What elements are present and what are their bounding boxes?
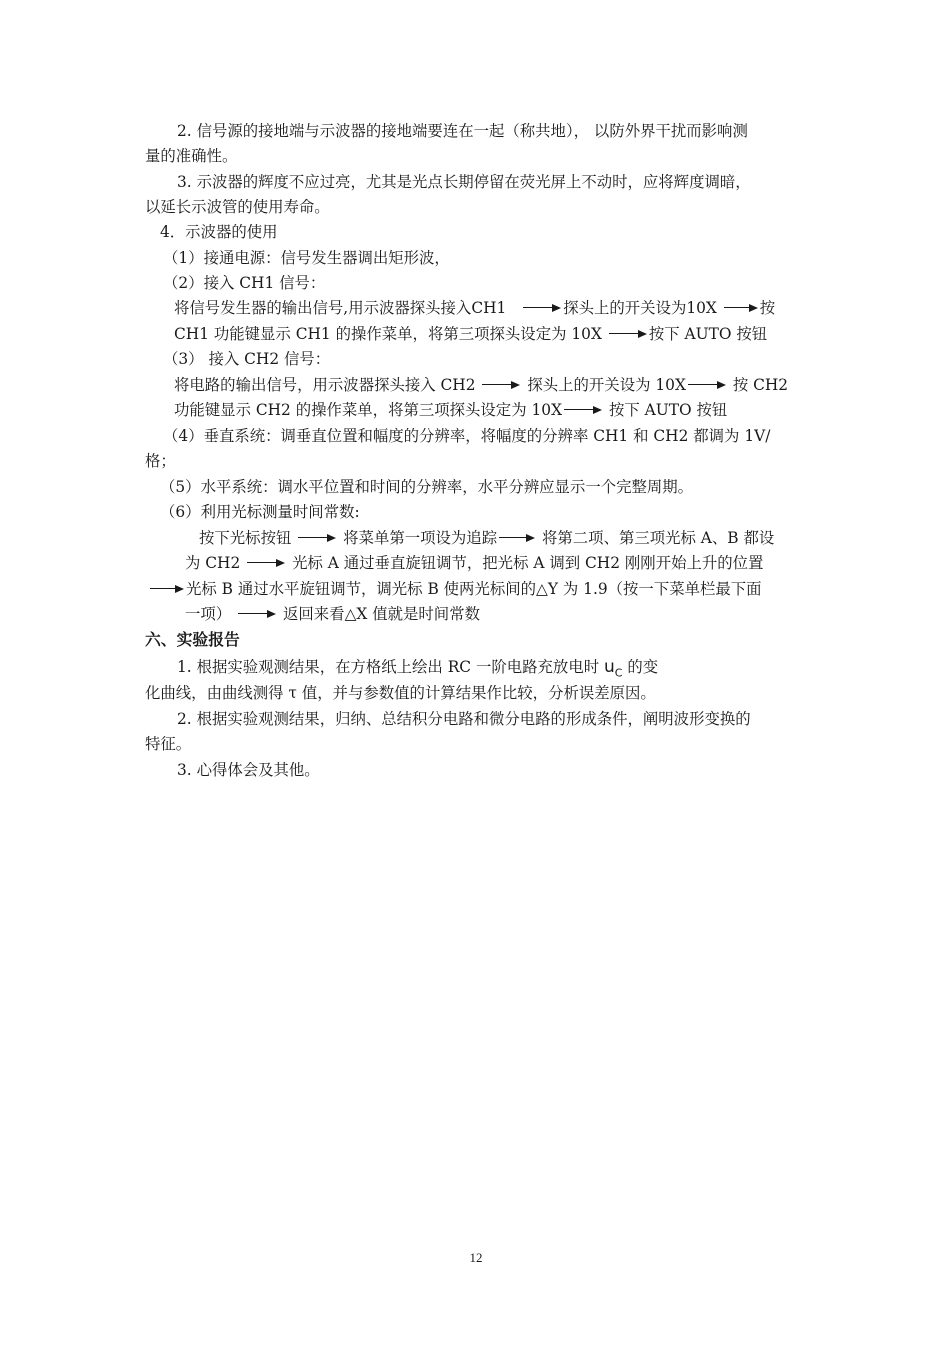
report-item-2-line-1: 2. 根据实验观测结果，归纳、总结积分电路和微分电路的形成条件，阐明波形变换的 bbox=[177, 710, 751, 728]
report-item-2-line-2: 特征。 bbox=[145, 735, 192, 753]
usage-step-2-line-1 bbox=[174, 298, 775, 318]
arrow-icon bbox=[499, 532, 535, 544]
usage-step-6-line-4 bbox=[185, 604, 480, 624]
usage-title: 4．示波器的使用 bbox=[160, 223, 278, 241]
step-2-text-e: 按下 AUTO 按钮 bbox=[648, 325, 768, 343]
step-6-text-h: 返回来看△X 值就是时间常数 bbox=[283, 605, 480, 623]
usage-step-5: （5）水平系统：调水平位置和时间的分辨率，水平分辨应显示一个完整周期。 bbox=[160, 478, 694, 496]
usage-step-6-line-3 bbox=[150, 579, 762, 599]
step-3-text-c: 按 CH2 bbox=[732, 376, 789, 394]
page-number: 12 bbox=[469, 1250, 483, 1265]
arrow-icon bbox=[688, 379, 726, 391]
usage-step-3-line-2 bbox=[174, 400, 727, 420]
arrow-icon bbox=[523, 302, 561, 314]
usage-step-4-line-1: （4）垂直系统：调垂直位置和幅度的分辨率，将幅度的分辨率 CH1 和 CH2 都调为 1V/ bbox=[163, 427, 771, 445]
report-item-1-line-2: 化曲线，由曲线测得 τ 值，并与参数值的计算结果作比较，分析误差原因。 bbox=[145, 684, 656, 702]
report-item-1-line-1 bbox=[177, 657, 658, 683]
usage-step-6-line-1 bbox=[199, 528, 774, 548]
step-2-text-d: CH1 功能键显示 CH1 的操作菜单，将第三项探头设定为 10X bbox=[174, 325, 602, 343]
step-6-text-g: 一项） bbox=[185, 605, 232, 623]
usage-step-4-line-2: 格； bbox=[145, 452, 176, 470]
note-3-line-2: 以延长示波管的使用寿命。 bbox=[145, 198, 330, 216]
usage-step-3-line-1 bbox=[174, 375, 788, 395]
arrow-icon bbox=[482, 379, 520, 391]
usage-step-1: （1）接通电源：信号发生器调出矩形波， bbox=[163, 249, 450, 267]
usage-step-6-title: （6）利用光标测量时间常数: bbox=[160, 503, 360, 521]
arrow-icon bbox=[150, 583, 184, 595]
step-6-text-b: 将菜单第一项设为追踪 bbox=[343, 529, 498, 547]
arrow-icon bbox=[724, 302, 758, 314]
note-2-line-1: 2. 信号源的接地端与示波器的接地端要连在一起（称共地）， 以防外界干扰而影响测 bbox=[177, 122, 748, 140]
step-2-text-b: 探头上的开关设为10X bbox=[563, 299, 717, 317]
step-3-text-a: 将电路的输出信号，用示波器探头接入 CH2 bbox=[174, 376, 476, 394]
step-3-text-e: 按下 AUTO 按钮 bbox=[608, 401, 728, 419]
step-6-text-d: 为 CH2 bbox=[185, 554, 241, 572]
usage-step-2-title: （2）接入 CH1 信号： bbox=[163, 274, 326, 292]
report-item-3: 3. 心得体会及其他。 bbox=[177, 761, 320, 779]
step-3-text-b: 探头上的开关设为 10X bbox=[527, 376, 686, 394]
step-6-text-c: 将第二项、第三项光标 A、B 都设 bbox=[542, 529, 775, 547]
note-2-line-2: 量的准确性。 bbox=[145, 147, 238, 165]
step-3-text-d: 功能键显示 CH2 的操作菜单，将第三项探头设定为 10X bbox=[174, 401, 563, 419]
step-2-text-c: 按 bbox=[759, 299, 776, 317]
usage-step-6-line-2 bbox=[185, 553, 763, 573]
step-2-text-a: 将信号发生器的输出信号,用示波器探头接入CH1 bbox=[174, 299, 507, 317]
report-heading: 六、实验报告 bbox=[145, 630, 240, 649]
arrow-icon bbox=[609, 328, 647, 340]
note-3-line-1: 3. 示波器的辉度不应过亮，尤其是光点长期停留在荧光屏上不动时，应将辉度调暗， bbox=[177, 173, 751, 191]
report-1-text-b: 的变 bbox=[627, 658, 659, 676]
step-6-text-e: 光标 A 通过垂直旋钮调节，把光标 A 调到 CH2 刚刚开始上升的位置 bbox=[292, 554, 764, 572]
step-6-text-f: 光标 B 通过水平旋钮调节，调光标 B 使两光标间的△Y 为 1.9（按一下菜单栏最下面 bbox=[186, 580, 762, 598]
usage-step-3-title: （3） 接入 CH2 信号： bbox=[163, 350, 331, 368]
arrow-icon bbox=[247, 557, 285, 569]
step-6-text-a: 按下光标按钮 bbox=[199, 529, 292, 547]
arrow-icon bbox=[298, 532, 336, 544]
arrow-icon bbox=[564, 404, 602, 416]
usage-step-2-line-2 bbox=[174, 324, 767, 344]
report-1-text-a: 1. 根据实验观测结果，在方格纸上绘出 RC 一阶电路充放电时 bbox=[177, 658, 600, 676]
uc-symbol: $u_C$ bbox=[604, 657, 623, 680]
arrow-icon bbox=[238, 608, 276, 620]
